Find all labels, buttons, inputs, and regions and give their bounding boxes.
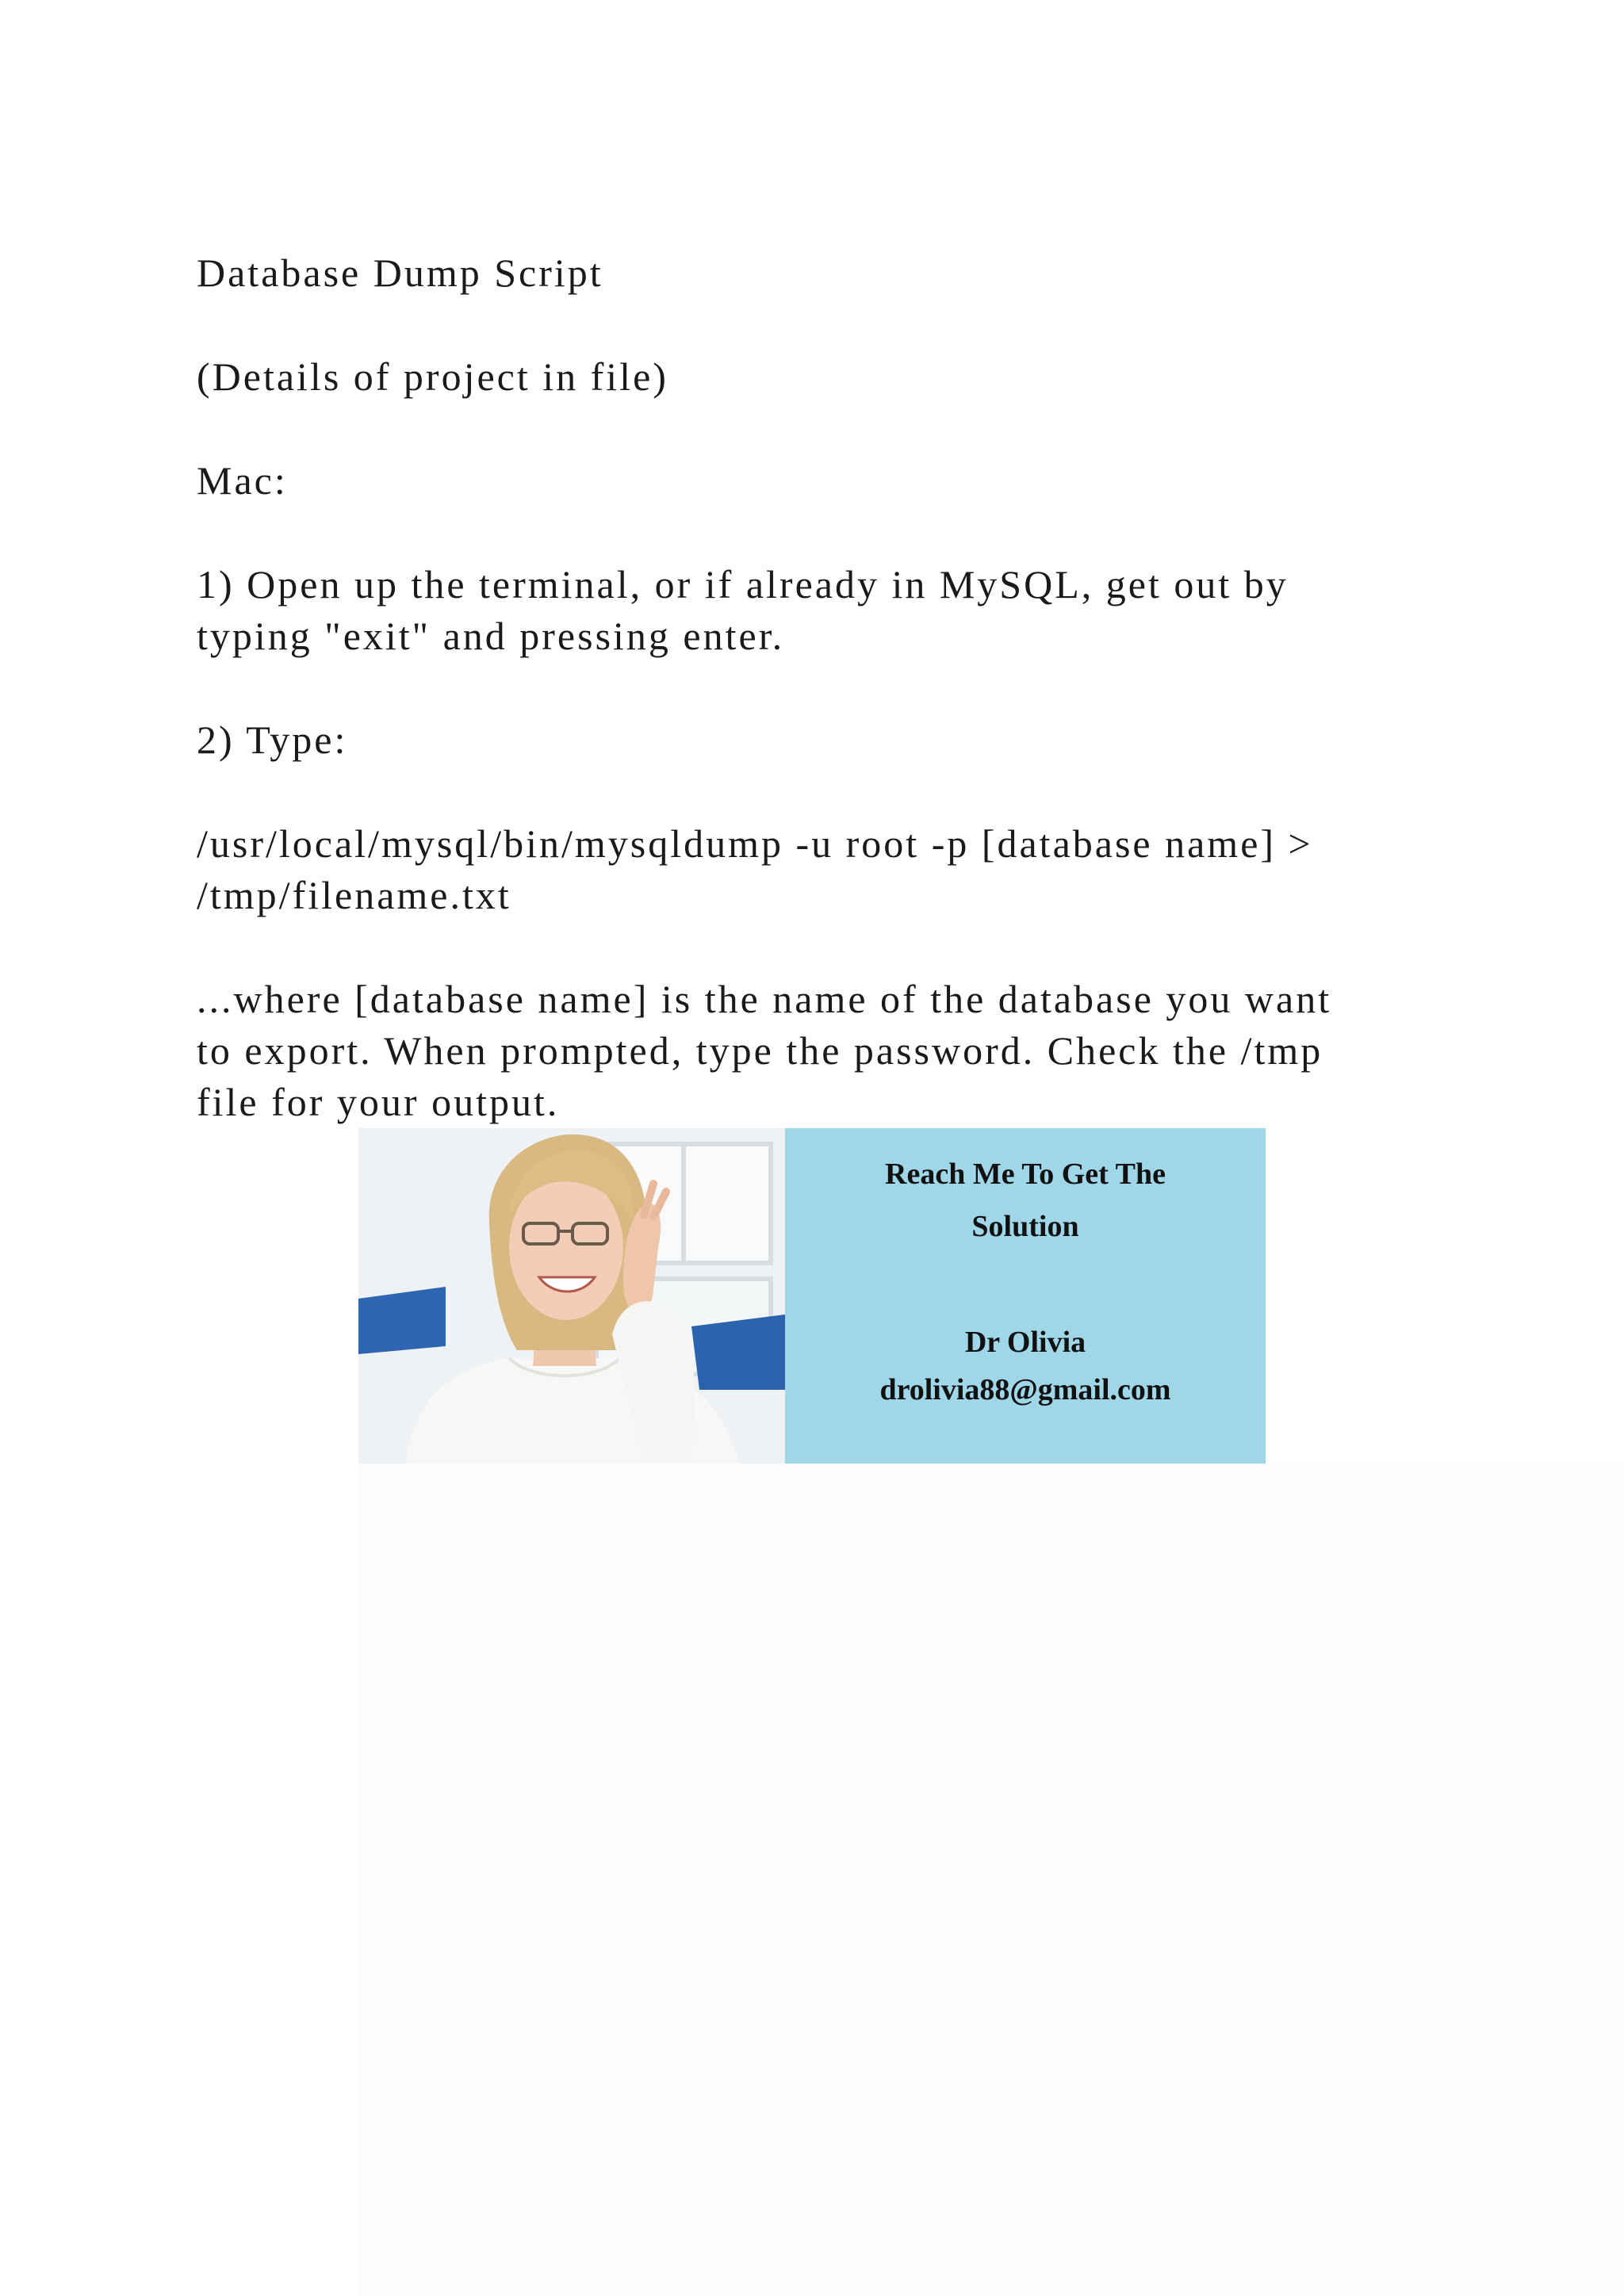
portrait-illustration <box>358 1128 785 1464</box>
command-line-1: /usr/local/mysql/bin/mysqldump -u root -p [database name] > <box>197 821 1313 866</box>
contact-info-panel <box>785 1128 1266 1464</box>
document-title: Database Dump Script <box>197 251 603 295</box>
banner-headline-line2: Solution <box>971 1210 1079 1243</box>
command-line-2: /tmp/filename.txt <box>197 873 511 917</box>
explanation-line-1: ...where [database name] is the name of the database you want <box>197 977 1332 1021</box>
step-1-line-1: 1) Open up the terminal, or if already in MySQL, get out by <box>197 562 1289 607</box>
explanation-line-2: to export. When prompted, type the password. Check the /tmp <box>197 1028 1323 1073</box>
step-1-line-2: typing "exit" and pressing enter. <box>197 614 785 658</box>
contact-name: Dr Olivia <box>964 1326 1086 1359</box>
project-details-note: (Details of project in file) <box>197 354 668 399</box>
page-background-shade <box>358 1464 1624 2296</box>
step-2-heading: 2) Type: <box>197 718 348 762</box>
banner-headline-line1: Reach Me To Get The <box>885 1158 1166 1191</box>
platform-heading: Mac: <box>197 458 288 503</box>
contact-banner <box>358 1128 1266 1464</box>
woman-with-glasses-photo <box>358 1128 785 1464</box>
explanation-line-3: file for your output. <box>197 1080 560 1124</box>
contact-email: drolivia88@gmail.com <box>879 1373 1171 1406</box>
